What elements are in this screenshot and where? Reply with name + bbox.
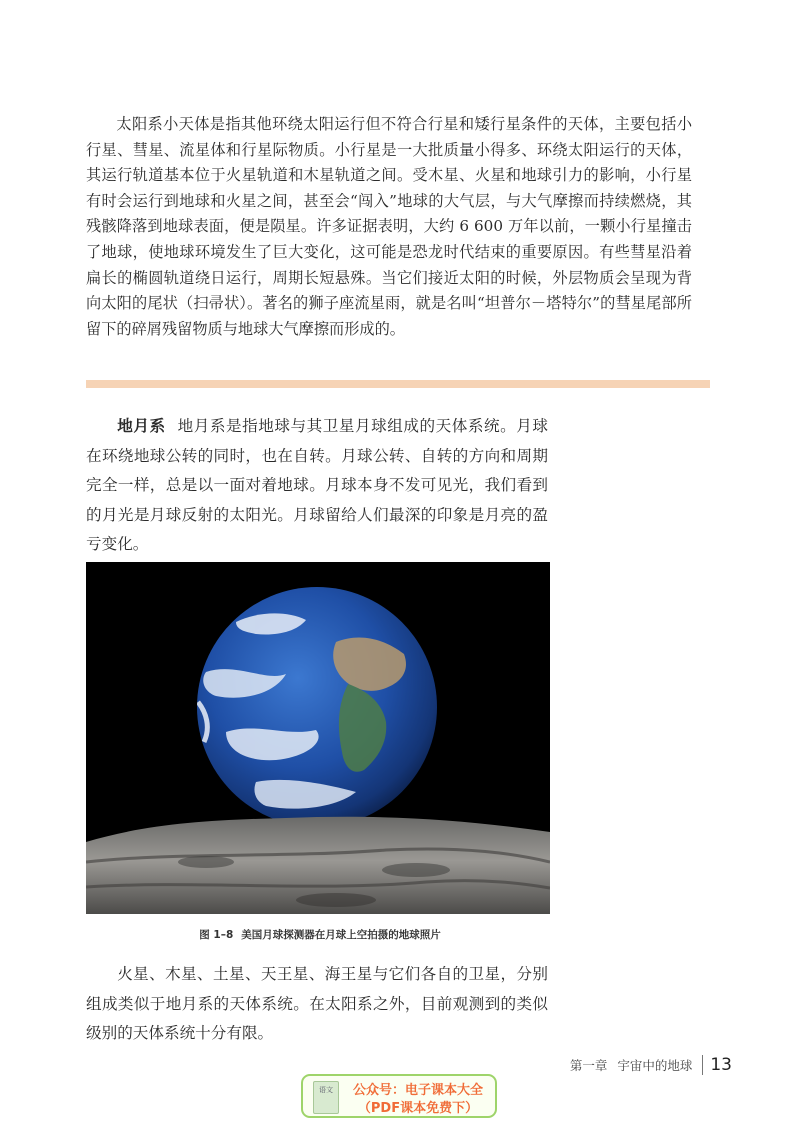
watermark-line2: （PDF课本免费下）: [357, 1101, 479, 1116]
term-heading: 地月系: [117, 417, 166, 435]
paragraph-earth-moon-system: [86, 412, 548, 560]
chapter-number: 第一章: [569, 1058, 608, 1073]
paragraph-planet-systems: 火星、木星、土星、天王星、海王星与它们各自的卫星，分别组成类似于地月系的天体系统。在太阳系之外，目前观测到的类似级别的天体系统十分有限。: [86, 965, 548, 1043]
watermark-line1: 公众号：电子课本大全: [352, 1083, 483, 1098]
footer-separator: [702, 1055, 703, 1075]
watermark-badge: [301, 1074, 497, 1118]
chapter-title: 宇宙中的地球: [617, 1058, 693, 1073]
sidebar-paragraph: 太阳系小天体是指其他环绕太阳运行但不符合行星和矮行星条件的天体，主要包括小行星、彗星、流星体和行星际物质。小行星是一大批质量小得多、环绕太阳运行的天体，其运行轨道基本位于火星轨道和木星轨道之间。受木星、火星和地球引力的影响，小行星有时会运行到地球和火星之间，甚至会“闯入”地球的大气层，与大气摩擦而持续燃烧，其残骸降落到地球表面，便是陨星。许多证据表明，大约 6 600 万年以前，一颗小行星撞击了地球，使地球环境发生了巨大变化，这可能是恐龙时代结束的重要原因。有些彗星沿着扁长的椭圆轨道绕日运行，周期长短悬殊。当它们接近太阳的时候，外层物质会呈现为背向太阳的尾状（扫帚状）。著名的狮子座流星雨，就是名叫“坦普尔－塔特尔”的彗星尾部所留下的碎屑残留物质与地球大气摩擦而形成的。: [86, 115, 692, 338]
section-divider: [86, 380, 710, 388]
book-icon: 语文: [313, 1081, 339, 1114]
earth-photo: [86, 562, 550, 914]
figure-caption-text: 美国月球探测器在月球上空拍摄的地球照片: [241, 929, 441, 941]
figure-number: 图 1–8: [199, 929, 234, 941]
paragraph-text: 地月系是指地球与其卫星月球组成的天体系统。月球在环绕地球公转的同时，也在自转。月球公转、自转的方向和周期完全一样，总是以一面对着地球。月球本身不发可见光，我们看到的月光是月球反射的太阳光。月球留给人们最深的印象是月亮的盈亏变化。: [86, 417, 548, 554]
page-number: 13: [710, 1055, 732, 1075]
chapter-label: [570, 1056, 693, 1074]
page-footer: [570, 1055, 732, 1075]
figure-caption: [0, 927, 640, 942]
